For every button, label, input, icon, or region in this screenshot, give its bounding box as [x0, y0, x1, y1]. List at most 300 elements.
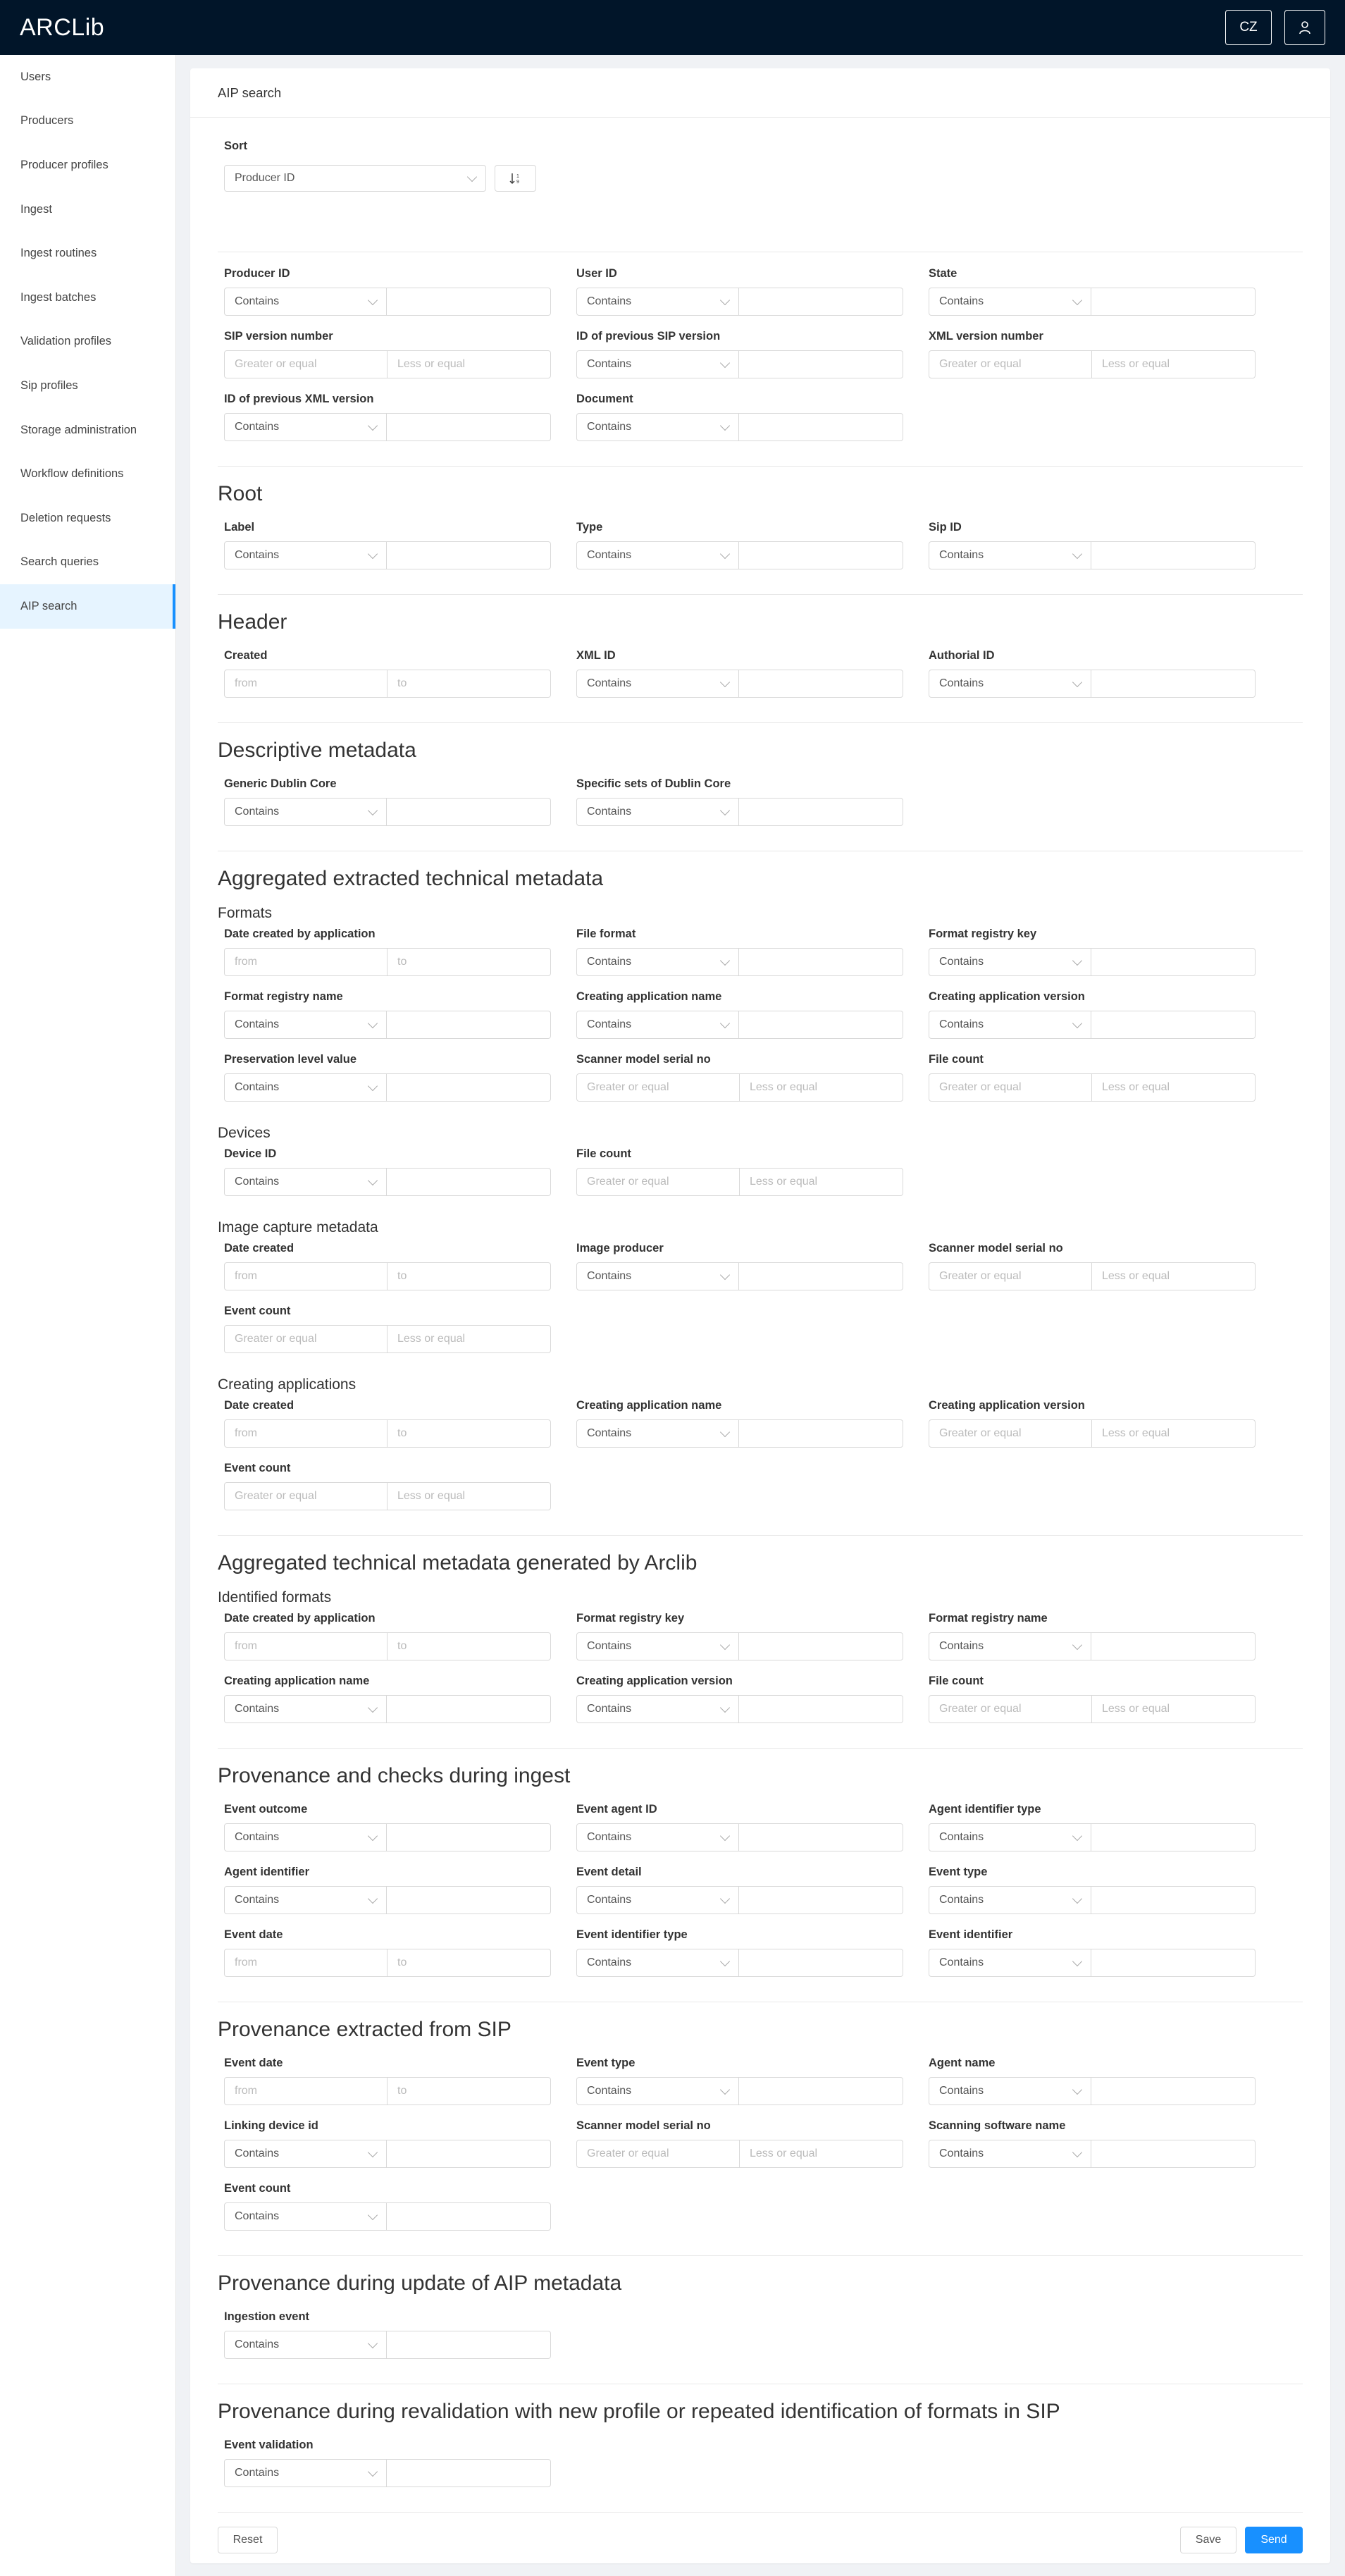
field-controls [576, 288, 903, 316]
date-created-by-application-from-input[interactable]: from [224, 1632, 388, 1660]
label-operator-select[interactable] [224, 541, 387, 569]
field-event-validation [224, 2436, 576, 2499]
creating-application-version-max-input[interactable]: Less or equal [1092, 1419, 1256, 1448]
field-scanner-model-serial-no [929, 1240, 1281, 1302]
sidebar-item-storage-administration[interactable]: Storage administration [20, 423, 137, 436]
field-grid [224, 1801, 1303, 1989]
specific-sets-of-dublin-core-operator-select[interactable] [576, 798, 739, 826]
top-bar [0, 0, 1345, 55]
scanner-model-serial-no-max-input[interactable]: Less or equal [740, 2140, 903, 2168]
xml-id-input[interactable] [739, 670, 903, 698]
event-date-from-input[interactable]: from [224, 2077, 388, 2105]
reset-button[interactable]: Reset [218, 2527, 278, 2553]
operator-value: Contains [235, 1176, 280, 1188]
chevron-down-icon [368, 1018, 378, 1028]
field-specific-sets-of-dublin-core [576, 775, 929, 838]
date-created-to-input[interactable]: to [388, 1262, 551, 1290]
field-controls [224, 1262, 551, 1290]
operator-value: Contains [587, 421, 632, 433]
field-controls [224, 2202, 551, 2231]
state-input[interactable] [1091, 288, 1256, 316]
field-controls [576, 1419, 903, 1448]
field-controls [576, 1949, 903, 1977]
field-grid [224, 1240, 1303, 1365]
chevron-down-icon [1072, 2084, 1082, 2094]
event-count-max-input[interactable]: Less or equal [388, 1325, 551, 1353]
sidebar-item-deletion-requests[interactable]: Deletion requests [20, 511, 111, 524]
operator-value: Contains [235, 1703, 280, 1715]
file-format-operator-select[interactable] [576, 948, 739, 976]
sip-version-number-min-input[interactable]: Greater or equal [224, 350, 388, 378]
field-controls [929, 1262, 1256, 1290]
section-descriptive-metadata [218, 723, 1303, 851]
chevron-down-icon [1072, 2147, 1082, 2157]
sidebar-item-users[interactable]: Users [20, 70, 51, 83]
field-state [929, 265, 1281, 328]
sidebar-item-sip-profiles[interactable]: Sip profiles [20, 378, 78, 392]
field-controls [576, 798, 903, 826]
agent-identifier-operator-select[interactable] [224, 1886, 387, 1914]
field-controls [576, 1011, 903, 1039]
user-icon [1298, 20, 1311, 35]
file-format-input[interactable] [739, 948, 903, 976]
scanner-model-serial-no-min-input[interactable]: Greater or equal [576, 1073, 740, 1102]
operator-value: Contains [939, 1018, 984, 1030]
event-count-operator-select[interactable] [224, 2202, 387, 2231]
event-validation-input[interactable] [387, 2459, 551, 2487]
chevron-down-icon [1072, 1893, 1082, 1903]
app-logo[interactable]: ARCLib [20, 13, 105, 41]
sidebar-item-ingest-routines[interactable]: Ingest routines [20, 247, 97, 260]
linking-device-id-operator-select[interactable] [224, 2140, 387, 2168]
field-controls [929, 1823, 1256, 1851]
field-xml-id [576, 647, 929, 710]
field-event-agent-id [576, 1801, 929, 1863]
agent-name-input[interactable] [1091, 2077, 1256, 2105]
creating-application-version-operator-select[interactable] [929, 1011, 1091, 1039]
event-count-input[interactable] [387, 2202, 551, 2231]
field-grid [224, 647, 1303, 710]
section-title: Provenance extracted from SIP [218, 2018, 512, 2041]
chevron-down-icon [720, 1702, 730, 1712]
creating-application-name-input[interactable] [739, 1011, 903, 1039]
file-count-max-input[interactable]: Less or equal [740, 1168, 903, 1196]
field-controls [576, 2140, 903, 2168]
field-format-registry-key [576, 1610, 929, 1672]
field-controls [224, 948, 551, 976]
event-outcome-input[interactable] [387, 1823, 551, 1851]
field-label: Event date [224, 1928, 283, 1941]
event-identifier-type-operator-select[interactable] [576, 1949, 739, 1977]
field-type [576, 519, 929, 581]
event-type-input[interactable] [1091, 1886, 1256, 1914]
type-input[interactable] [739, 541, 903, 569]
event-agent-id-input[interactable] [739, 1823, 903, 1851]
field-scanning-software-name [929, 2117, 1281, 2180]
field-creating-application-version [929, 988, 1281, 1051]
date-created-by-application-to-input[interactable]: to [388, 948, 551, 976]
field-event-outcome [224, 1801, 576, 1863]
creating-application-version-input[interactable] [739, 1695, 903, 1723]
operator-value: Contains [587, 1427, 632, 1439]
preservation-level-value-input[interactable] [387, 1073, 551, 1102]
operator-value: Contains [587, 1270, 632, 1282]
agent-identifier-input[interactable] [387, 1886, 551, 1914]
operator-value: Contains [939, 1956, 984, 1968]
date-created-from-input[interactable]: from [224, 1419, 388, 1448]
file-count-max-input[interactable]: Less or equal [1092, 1073, 1256, 1102]
field-scanner-model-serial-no [576, 2117, 929, 2180]
creating-application-name-input[interactable] [387, 1695, 551, 1723]
operator-value: Contains [235, 806, 280, 818]
field-label: Format registry key [576, 1612, 685, 1625]
agent-identifier-type-operator-select[interactable] [929, 1823, 1091, 1851]
sort-section [218, 118, 1303, 252]
field-controls [224, 798, 551, 826]
sip-id-operator-select[interactable] [929, 541, 1091, 569]
field-controls [929, 1886, 1256, 1914]
creating-application-version-min-input[interactable]: Greater or equal [929, 1419, 1092, 1448]
sip-version-number-max-input[interactable]: Less or equal [388, 350, 551, 378]
event-detail-input[interactable] [739, 1886, 903, 1914]
field-controls [224, 2140, 551, 2168]
field-label: File count [576, 1147, 631, 1160]
section-title: Provenance and checks during ingest [218, 1764, 571, 1787]
date-created-from-input[interactable]: from [224, 1262, 388, 1290]
sip-id-input[interactable] [1091, 541, 1256, 569]
event-detail-operator-select[interactable] [576, 1886, 739, 1914]
operator-value: Contains [235, 295, 280, 307]
date-created-by-application-to-input[interactable]: to [388, 1632, 551, 1660]
sort-order-button[interactable] [495, 165, 536, 192]
field-label: Preservation level value [224, 1053, 357, 1066]
field-label: Sip ID [929, 521, 962, 534]
event-outcome-operator-select[interactable] [224, 1823, 387, 1851]
field-label: Agent identifier type [929, 1803, 1041, 1816]
svg-text:1: 1 [516, 174, 519, 179]
field-controls [576, 670, 903, 698]
id-of-previous-xml-version-operator-select[interactable] [224, 413, 387, 441]
section-header [218, 595, 1303, 723]
field-label: Event date [224, 2057, 283, 2069]
field-controls [224, 1632, 551, 1660]
scanning-software-name-operator-select[interactable] [929, 2140, 1091, 2168]
section-title: Descriptive metadata [218, 739, 416, 762]
creating-application-name-input[interactable] [739, 1419, 903, 1448]
ingestion-event-input[interactable] [387, 2331, 551, 2359]
field-date-created [224, 1240, 576, 1302]
field-controls [929, 670, 1256, 698]
field-label: Agent identifier [224, 1866, 310, 1878]
label-input[interactable] [387, 541, 551, 569]
field-label: Creating application version [576, 1675, 733, 1687]
field-format-registry-name [224, 988, 576, 1051]
field-label: Creating application version [929, 990, 1085, 1003]
chevron-down-icon [720, 1426, 730, 1436]
scanner-model-serial-no-max-input[interactable]: Less or equal [740, 1073, 903, 1102]
field-grid [224, 925, 1303, 1114]
document-input[interactable] [739, 413, 903, 441]
producer-id-input[interactable] [387, 288, 551, 316]
sort-order-icon [509, 172, 523, 185]
creating-application-version-input[interactable] [1091, 1011, 1256, 1039]
field-controls [576, 541, 903, 569]
field-controls [929, 948, 1256, 976]
file-count-min-input[interactable]: Greater or equal [576, 1168, 740, 1196]
sidebar-item-search-queries[interactable]: Search queries [20, 555, 99, 569]
chevron-down-icon [368, 2466, 378, 2476]
field-controls [224, 1011, 551, 1039]
operator-value: Contains [235, 2467, 280, 2479]
field-user-id [576, 265, 929, 328]
chevron-down-icon [368, 2147, 378, 2157]
field-id-of-previous-xml-version [224, 390, 576, 453]
sort-select[interactable] [224, 165, 486, 192]
field-creating-application-version [576, 1672, 929, 1735]
field-controls [224, 1823, 551, 1851]
user-id-operator-select[interactable] [576, 288, 739, 316]
creating-application-name-operator-select[interactable] [224, 1695, 387, 1723]
field-label: ID of previous SIP version [576, 330, 721, 343]
format-registry-key-operator-select[interactable] [929, 948, 1091, 976]
language-button[interactable]: CZ [1225, 10, 1272, 45]
sidebar-item-ingest-batches[interactable]: Ingest batches [20, 290, 97, 304]
linking-device-id-input[interactable] [387, 2140, 551, 2168]
field-label: ID of previous XML version [224, 393, 374, 405]
format-registry-name-operator-select[interactable] [224, 1011, 387, 1039]
format-registry-name-input[interactable] [387, 1011, 551, 1039]
field-event-detail [576, 1863, 929, 1926]
xml-version-number-max-input[interactable]: Less or equal [1092, 350, 1256, 378]
operator-value: Contains [587, 1640, 632, 1652]
field-created [224, 647, 576, 710]
field-event-date [224, 2054, 576, 2117]
file-count-max-input[interactable]: Less or equal [1092, 1695, 1256, 1723]
field-ingestion-event [224, 2308, 576, 2371]
id-of-previous-sip-version-input[interactable] [739, 350, 903, 378]
subsection-title: Formats [218, 905, 273, 921]
event-date-from-input[interactable]: from [224, 1949, 388, 1977]
id-of-previous-xml-version-input[interactable] [387, 413, 551, 441]
user-id-input[interactable] [739, 288, 903, 316]
scanner-model-serial-no-min-input[interactable]: Greater or equal [576, 2140, 740, 2168]
field-creating-application-name [576, 988, 929, 1051]
scanning-software-name-input[interactable] [1091, 2140, 1256, 2168]
section-aggregated-technical-metadata-generated-by-arclib [218, 1536, 1303, 1749]
id-of-previous-sip-version-operator-select[interactable] [576, 350, 739, 378]
field-xml-version-number [929, 328, 1281, 390]
ingestion-event-operator-select[interactable] [224, 2331, 387, 2359]
section-root [218, 467, 1303, 595]
event-date-to-input[interactable]: to [388, 1949, 551, 1977]
field-controls [929, 2077, 1256, 2105]
format-registry-name-operator-select[interactable] [929, 1632, 1091, 1660]
save-button[interactable]: Save [1180, 2527, 1236, 2553]
sidebar-item-aip-search[interactable]: AIP search [0, 584, 175, 629]
operator-value: Contains [587, 2085, 632, 2097]
field-file-count [929, 1672, 1281, 1735]
operator-value: Contains [587, 358, 632, 370]
operator-value: Contains [587, 1894, 632, 1906]
created-to-input[interactable]: to [388, 670, 551, 698]
format-registry-key-operator-select[interactable] [576, 1632, 739, 1660]
field-controls [929, 350, 1256, 378]
created-from-input[interactable]: from [224, 670, 388, 698]
agent-name-operator-select[interactable] [929, 2077, 1091, 2105]
file-count-min-input[interactable]: Greater or equal [929, 1695, 1092, 1723]
event-identifier-input[interactable] [1091, 1949, 1256, 1977]
field-label: Generic Dublin Core [224, 777, 337, 790]
send-button[interactable]: Send [1245, 2527, 1303, 2553]
document-operator-select[interactable] [576, 413, 739, 441]
sidebar-item-validation-profiles[interactable]: Validation profiles [20, 335, 112, 348]
field-image-producer [576, 1240, 929, 1302]
event-agent-id-operator-select[interactable] [576, 1823, 739, 1851]
operator-value: Contains [939, 1640, 984, 1652]
format-registry-key-input[interactable] [739, 1632, 903, 1660]
file-count-min-input[interactable]: Greater or equal [929, 1073, 1092, 1102]
chevron-down-icon [1072, 548, 1082, 558]
producer-id-operator-select[interactable] [224, 288, 387, 316]
field-sip-id [929, 519, 1281, 581]
chevron-down-icon [1072, 295, 1082, 304]
operator-value: Contains [235, 2338, 280, 2350]
section-provenance-during-update-of-aip-metadata [218, 2256, 1303, 2384]
field-event-type [929, 1863, 1281, 1926]
format-registry-name-input[interactable] [1091, 1632, 1256, 1660]
date-created-by-application-from-input[interactable]: from [224, 948, 388, 976]
format-registry-key-input[interactable] [1091, 948, 1256, 976]
authorial-id-input[interactable] [1091, 670, 1256, 698]
field-label: Scanner model serial no [576, 1053, 711, 1066]
xml-id-operator-select[interactable] [576, 670, 739, 698]
field-grid [224, 775, 1303, 838]
agent-identifier-type-input[interactable] [1091, 1823, 1256, 1851]
device-id-input[interactable] [387, 1168, 551, 1196]
field-label: Scanner model serial no [929, 1242, 1063, 1255]
field-file-count [576, 1145, 929, 1208]
image-producer-input[interactable] [739, 1262, 903, 1290]
event-type-operator-select[interactable] [929, 1886, 1091, 1914]
field-event-identifier-type [576, 1926, 929, 1989]
event-identifier-operator-select[interactable] [929, 1949, 1091, 1977]
field-controls [576, 2077, 903, 2105]
field-document [576, 390, 929, 453]
field-label [224, 519, 576, 581]
operator-value: Contains [939, 2085, 984, 2097]
field-controls [929, 1632, 1256, 1660]
creating-application-name-operator-select[interactable] [576, 1011, 739, 1039]
preservation-level-value-operator-select[interactable] [224, 1073, 387, 1102]
event-type-input[interactable] [739, 2077, 903, 2105]
field-event-date [224, 1926, 576, 1989]
date-created-to-input[interactable]: to [388, 1419, 551, 1448]
operator-value: Contains [235, 549, 280, 561]
creating-application-name-operator-select[interactable] [576, 1419, 739, 1448]
field-controls [224, 288, 551, 316]
event-validation-operator-select[interactable] [224, 2459, 387, 2487]
event-identifier-type-input[interactable] [739, 1949, 903, 1977]
event-count-min-input[interactable]: Greater or equal [224, 1482, 388, 1510]
field-controls [929, 1073, 1256, 1102]
subsection-title: Identified formats [218, 1589, 332, 1606]
field-label: File count [929, 1053, 984, 1066]
generic-dublin-core-operator-select[interactable] [224, 798, 387, 826]
sidebar-item-producer-profiles[interactable]: Producer profiles [20, 158, 109, 171]
field-controls [576, 1073, 903, 1102]
field-controls [224, 1949, 551, 1977]
field-controls [929, 1695, 1256, 1723]
event-date-to-input[interactable]: to [388, 2077, 551, 2105]
section-title: Provenance during revalidation with new profile or repeated identification of formats in SIP [218, 2400, 1060, 2423]
field-label: Event type [576, 2057, 636, 2069]
image-producer-operator-select[interactable] [576, 1262, 739, 1290]
sidebar-item-ingest[interactable]: Ingest [20, 202, 52, 216]
field-label: Ingestion event [224, 2310, 310, 2323]
field-label: Authorial ID [929, 649, 995, 662]
type-operator-select[interactable] [576, 541, 739, 569]
event-count-max-input[interactable]: Less or equal [388, 1482, 551, 1510]
state-operator-select[interactable] [929, 288, 1091, 316]
field-label: Document [576, 393, 633, 405]
user-button[interactable] [1284, 10, 1325, 45]
event-count-min-input[interactable]: Greater or equal [224, 1325, 388, 1353]
field-label: Date created by application [224, 928, 376, 940]
field-label: State [929, 267, 957, 280]
field-label: XML version number [929, 330, 1043, 343]
chevron-down-icon [720, 1018, 730, 1028]
field-label: Event count [224, 2182, 291, 2195]
operator-value: Contains [235, 2147, 280, 2159]
field-label: Linking device id [224, 2119, 318, 2132]
field-grid [224, 2436, 1303, 2499]
operator-value: Contains [587, 956, 632, 968]
specific-sets-of-dublin-core-input[interactable] [739, 798, 903, 826]
field-grid [224, 2054, 1303, 2243]
creating-application-version-operator-select[interactable] [576, 1695, 739, 1723]
operator-value: Contains [235, 1018, 280, 1030]
generic-dublin-core-input[interactable] [387, 798, 551, 826]
sidebar-item-producers[interactable]: Producers [20, 114, 74, 128]
event-type-operator-select[interactable] [576, 2077, 739, 2105]
field-grid [224, 1397, 1303, 1522]
field-grid [224, 1610, 1303, 1735]
sidebar-menu [0, 55, 175, 629]
authorial-id-operator-select[interactable] [929, 670, 1091, 698]
operator-value: Contains [587, 1703, 632, 1715]
device-id-operator-select[interactable] [224, 1168, 387, 1196]
field-controls [929, 2140, 1256, 2168]
xml-version-number-min-input[interactable]: Greater or equal [929, 350, 1092, 378]
scanner-model-serial-no-min-input[interactable]: Greater or equal [929, 1262, 1092, 1290]
operator-value: Contains [587, 1956, 632, 1968]
chevron-down-icon [720, 1893, 730, 1903]
chevron-down-icon [1072, 1830, 1082, 1840]
field-label: Date created [224, 1242, 295, 1255]
sidebar-item-workflow-definitions[interactable]: Workflow definitions [20, 467, 124, 481]
scanner-model-serial-no-max-input[interactable]: Less or equal [1092, 1262, 1256, 1290]
svg-text:9: 9 [516, 180, 519, 185]
operator-value: Contains [235, 1894, 280, 1906]
section-title: Provenance during update of AIP metadata [218, 2272, 622, 2295]
chevron-down-icon [720, 805, 730, 815]
page-title: AIP search [190, 68, 1330, 118]
section-provenance-extracted-from-sip [218, 2002, 1303, 2256]
field-event-count [224, 2180, 576, 2243]
chevron-down-icon [720, 2084, 730, 2094]
sort-label: Sort [224, 140, 247, 152]
subsection-title: Image capture metadata [218, 1219, 378, 1235]
